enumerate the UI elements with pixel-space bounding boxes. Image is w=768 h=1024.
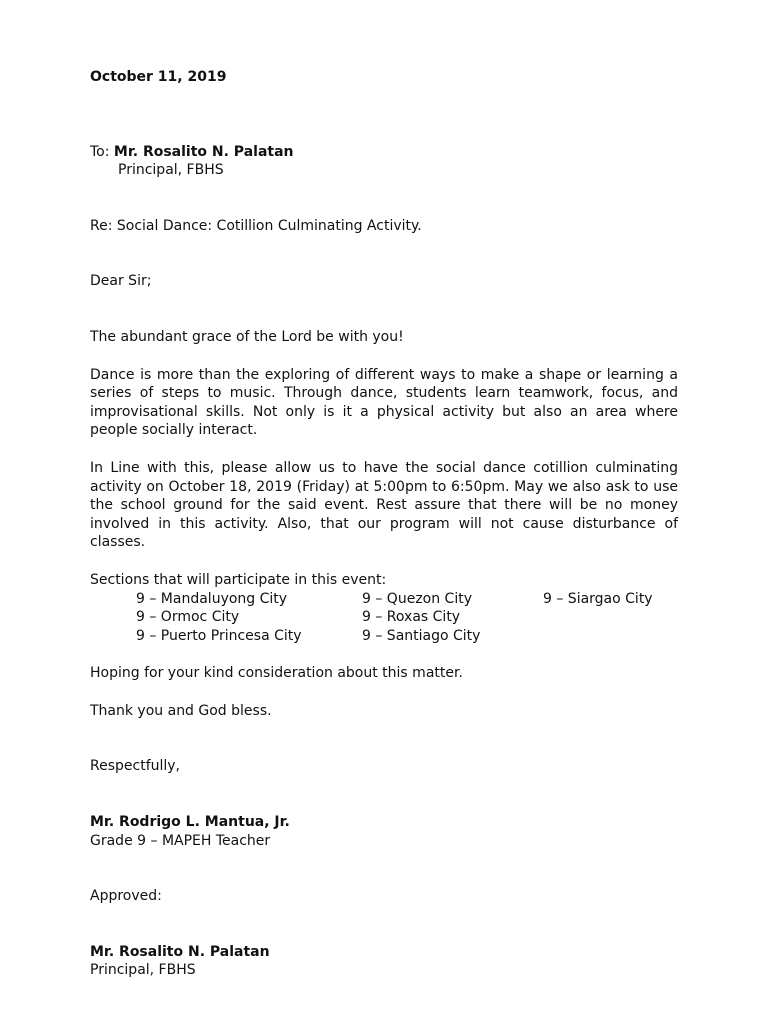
recipient-line xyxy=(90,143,678,162)
sections-list xyxy=(90,590,678,646)
approver-name: Mr. Rosalito N. Palatan xyxy=(90,943,270,960)
thanks-line: Thank you and God bless. xyxy=(90,702,272,719)
section-item: 9 – Ormoc City xyxy=(136,609,240,626)
sections-intro: Sections that will participate in this event: xyxy=(90,571,387,588)
subject-line: Re: Social Dance: Cotillion Culminating Activity. xyxy=(90,217,422,234)
letter-page xyxy=(90,68,678,980)
complimentary-close: Respectfully, xyxy=(90,758,181,775)
section-item: 9 – Siargao City xyxy=(543,590,653,607)
section-item: 9 – Mandaluyong City xyxy=(136,590,288,607)
recipient-title: Principal, FBHS xyxy=(118,162,224,179)
closing-request: Hoping for your kind consideration about this matter. xyxy=(90,665,463,682)
paragraph-request: In Line with this, please allow us to have the social dance cotillion culminating activity on October 18, 2019 (Friday) at 5:00pm to 6:50pm. May we also ask to use the school ground for the said event. Rest assure that there will be no money involved in this activity. Also, that our program will not cause disturbance of classes. xyxy=(90,459,678,551)
recipient-prefix: To: xyxy=(90,143,114,160)
letter-date: October 11, 2019 xyxy=(90,69,227,85)
section-item: 9 – Roxas City xyxy=(362,609,461,626)
section-item: 9 – Quezon City xyxy=(362,590,472,607)
sender-title: Grade 9 – MAPEH Teacher xyxy=(90,832,271,849)
paragraph-intro: Dance is more than the exploring of different ways to make a shape or learning a series of steps to music. Through dance, students learn teamwork, focus, and improvisational skills. Not only is it a physical activity but also an area where people socially interact. xyxy=(90,366,678,439)
greeting: The abundant grace of the Lord be with you! xyxy=(90,328,404,345)
section-item: 9 – Santiago City xyxy=(362,627,481,644)
approved-label: Approved: xyxy=(90,888,162,905)
salutation: Dear Sir; xyxy=(90,273,152,290)
approver-title: Principal, FBHS xyxy=(90,962,196,979)
sender-name: Mr. Rodrigo L. Mantua, Jr. xyxy=(90,814,290,831)
section-item: 9 – Puerto Princesa City xyxy=(136,627,302,644)
recipient-name: Mr. Rosalito N. Palatan xyxy=(113,143,294,160)
